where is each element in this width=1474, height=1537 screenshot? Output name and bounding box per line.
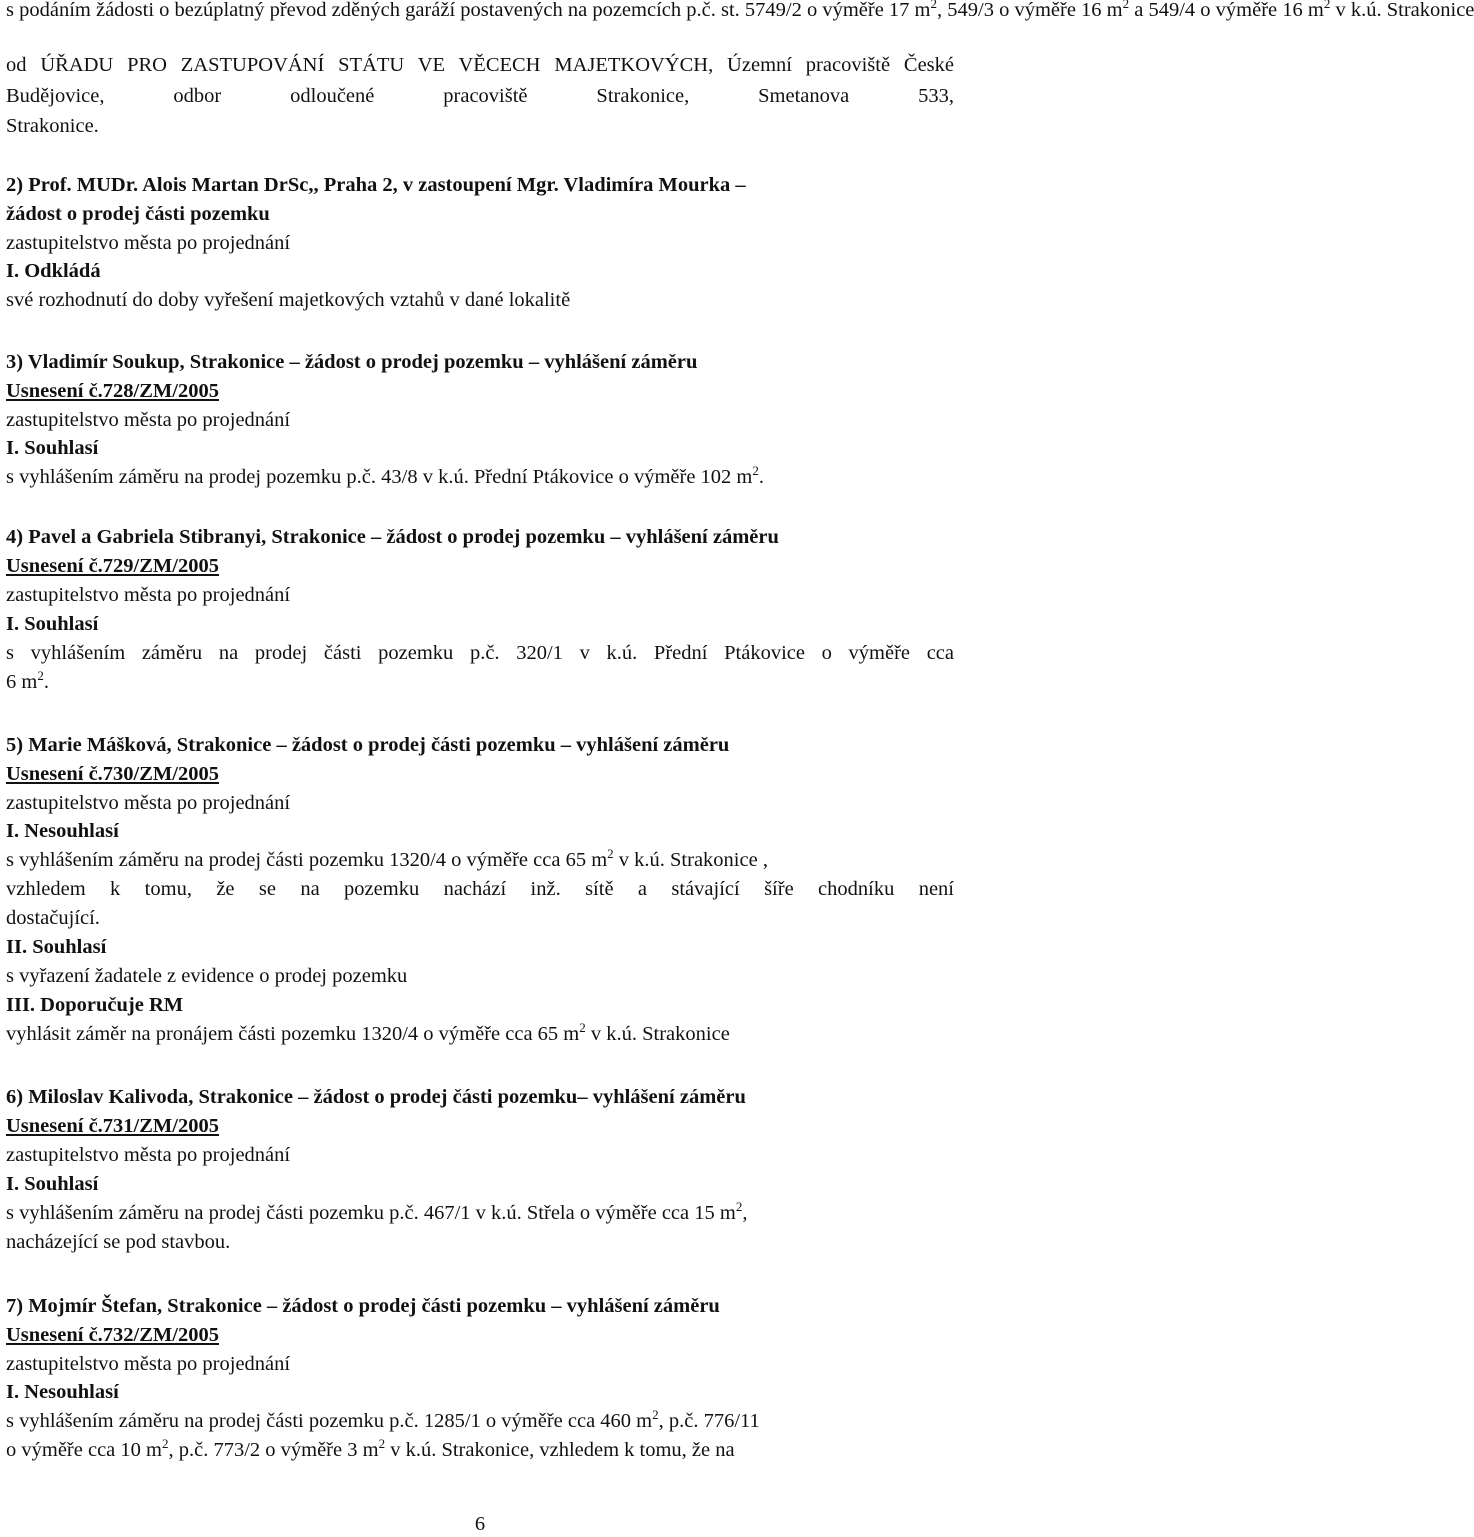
body-text: vzhledem k tomu, že se na pozemku nachází inž. sítě a stávající šíře chodníku není (6, 878, 954, 900)
section-heading: 7) Mojmír Štefan, Strakonice – žádost o prodej části pozemku – vyhlášení záměru (6, 1295, 720, 1317)
resolution-verdict: I. Souhlasí (6, 613, 99, 635)
body-text: s vyhlášením záměru na prodej části pozemku p.č. 467/1 v k.ú. Střela o výměře cca 15 $m^2$, (6, 1199, 748, 1224)
body-text: zastupitelstvo města po projednání (6, 232, 291, 254)
body-text: zastupitelstvo města po projednání (6, 1353, 291, 1375)
body-text: zastupitelstvo města po projednání (6, 409, 291, 431)
body-text: s vyhlášením záměru na prodej pozemku p.č. 43/8 v k.ú. Přední Ptákovice o výměře 102 $m^2$. (6, 463, 764, 488)
body-text: své rozhodnutí do doby vyřešení majetkových vztahů v dané lokalitě (6, 289, 571, 311)
section-heading: 5) Marie Mášková, Strakonice – žádost o prodej části pozemku – vyhlášení záměru (6, 734, 730, 756)
resolution-verdict: I. Odkládá (6, 260, 101, 282)
body-text: zastupitelstvo města po projednání (6, 792, 291, 814)
paragraph-line: s podáním žádosti o bezúplatný převod zděných garáží postavených na pozemcích p.č. st. 5749/2 o výměře 17 $m^2$, 549/3 o výměře 16 $m^2$ a 549/4 o výměře 16 $m^2$ v k.ú. Strakonice (6, 0, 1474, 21)
body-text: nacházející se pod stavbou. (6, 1231, 231, 1253)
body-text: s vyhlášením záměru na prodej části pozemku 1320/4 o výměře cca 65 $m^2$ v k.ú. Strakonice , (6, 846, 768, 871)
body-text: zastupitelstvo města po projednání (6, 584, 291, 606)
resolution-verdict: III. Doporučuje RM (6, 994, 184, 1016)
resolution-number: Usnesení č.728/ZM/2005 (6, 380, 219, 402)
section-heading: 3) Vladimír Soukup, Strakonice – žádost o prodej pozemku – vyhlášení záměru (6, 351, 698, 373)
page-number: 6 (474, 1513, 486, 1535)
section-heading: žádost o prodej části pozemku (6, 203, 270, 225)
resolution-verdict: II. Souhlasí (6, 936, 107, 958)
body-text: dostačující. (6, 907, 100, 929)
body-text: vyhlásit záměr na pronájem části pozemku 1320/4 o výměře cca 65 $m^2$ v k.ú. Strakonice (6, 1020, 730, 1045)
body-text: o výměře cca 10 $m^2$, p.č. 773/2 o výměře 3 $m^2$ v k.ú. Strakonice, vzhledem k tomu, že na (6, 1436, 735, 1461)
section-heading: 6) Miloslav Kalivoda, Strakonice – žádost o prodej části pozemku– vyhlášení záměru (6, 1086, 746, 1108)
body-text: 6 $m^2$. (6, 668, 49, 693)
resolution-verdict: I. Nesouhlasí (6, 1381, 119, 1403)
section-heading: 2) Prof. MUDr. Alois Martan DrSc,, Praha 2, v zastoupení Mgr. Vladimíra Mourka – (6, 174, 746, 196)
resolution-number: Usnesení č.729/ZM/2005 (6, 555, 219, 577)
body-text: s vyhlášením záměru na prodej části pozemku p.č. 1285/1 o výměře cca 460 $m^2$, p.č. 776/11 (6, 1407, 760, 1432)
body-text: zastupitelstvo města po projednání (6, 1144, 291, 1166)
resolution-number: Usnesení č.732/ZM/2005 (6, 1324, 219, 1346)
paragraph-line: od ÚŘADU PRO ZASTUPOVÁNÍ STÁTU VE VĚCECH MAJETKOVÝCH, Územní pracoviště České Budějovice, odbor odloučené pracoviště Strakonice, Smetanova 533, (6, 54, 954, 107)
resolution-verdict: I. Souhlasí (6, 437, 99, 459)
body-text: s vyhlášením záměru na prodej části pozemku p.č. 320/1 v k.ú. Přední Ptákovice o výměře cca (6, 642, 954, 664)
section-heading: 4) Pavel a Gabriela Stibranyi, Strakonice – žádost o prodej pozemku – vyhlášení záměru (6, 526, 779, 548)
resolution-verdict: I. Souhlasí (6, 1173, 99, 1195)
resolution-number: Usnesení č.730/ZM/2005 (6, 763, 219, 785)
resolution-number: Usnesení č.731/ZM/2005 (6, 1115, 219, 1137)
body-text: s vyřazení žadatele z evidence o prodej pozemku (6, 965, 408, 987)
resolution-verdict: I. Nesouhlasí (6, 820, 119, 842)
paragraph-line: Strakonice. (6, 115, 99, 137)
